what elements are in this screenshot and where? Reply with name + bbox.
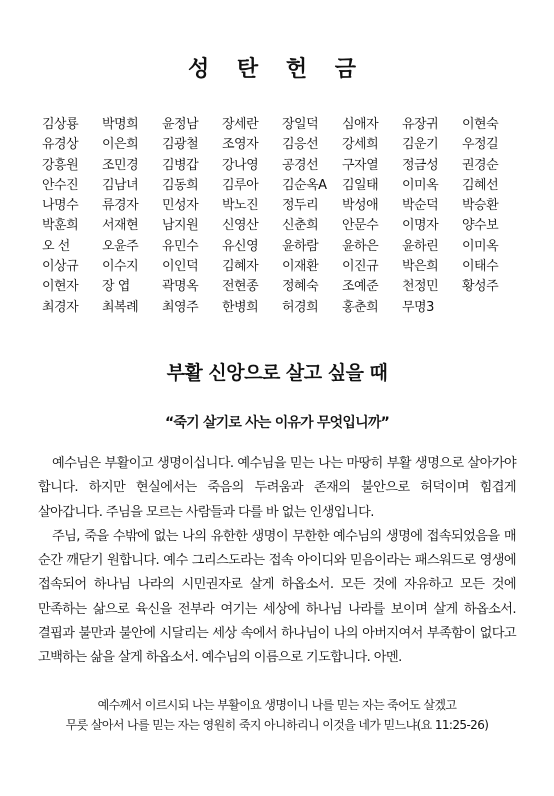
donor-name: 조예준 bbox=[342, 279, 379, 295]
donor-name: 김순옥A bbox=[282, 177, 327, 193]
verse-line: 예수께서 이르시되 나는 부활이요 생명이니 나를 믿는 자는 죽어도 살겠고 bbox=[97, 698, 457, 712]
donor-name: 김일태 bbox=[342, 177, 379, 193]
donor-name: 권경순 bbox=[462, 157, 499, 173]
donor-name: 전현종 bbox=[222, 279, 259, 295]
donor-name: 김동희 bbox=[162, 177, 199, 193]
prayer-text bbox=[38, 452, 516, 671]
bible-verse bbox=[0, 695, 554, 735]
donor-name: 이현자 bbox=[42, 279, 79, 295]
donor-name: 이수지 bbox=[102, 259, 139, 275]
donor-name: 강세희 bbox=[342, 137, 379, 153]
donor-name: 강나영 bbox=[222, 157, 259, 173]
donor-name: 민성자 bbox=[162, 198, 199, 214]
donor-name: 조민경 bbox=[102, 157, 139, 173]
donor-name: 무명3 bbox=[402, 299, 434, 315]
donor-name: 김광철 bbox=[162, 137, 199, 153]
donor-name: 안문수 bbox=[342, 218, 379, 234]
donor-name: 이현숙 bbox=[462, 117, 499, 132]
donor-name: 이진규 bbox=[342, 259, 379, 275]
donor-name: 조영자 bbox=[222, 137, 259, 153]
donor-name: 김혜선 bbox=[462, 177, 499, 193]
donor-name: 유신영 bbox=[222, 238, 259, 254]
donor-name: 박노진 bbox=[222, 198, 259, 214]
donor-name: 윤하은 bbox=[342, 238, 379, 254]
donor-name: 한병희 bbox=[222, 299, 259, 315]
donor-name: 김운기 bbox=[402, 137, 439, 153]
donor-name: 유경상 bbox=[42, 137, 79, 153]
section-subtitle: “죽기 살기로 사는 이유가 무엇입니까” bbox=[165, 415, 389, 431]
donor-name: 강흥원 bbox=[42, 157, 79, 173]
donor-name: 구자열 bbox=[342, 157, 379, 173]
donor-name: 서재현 bbox=[102, 218, 139, 234]
donor-name: 이은희 bbox=[102, 137, 139, 153]
donor-name: 윤하린 bbox=[402, 238, 439, 254]
donor-name: 이미옥 bbox=[462, 238, 499, 254]
donor-name: 장 엽 bbox=[102, 279, 130, 295]
donor-name: 이명자 bbox=[402, 218, 439, 234]
donor-name: 정금성 bbox=[402, 157, 439, 173]
donor-name: 양수보 bbox=[462, 218, 499, 234]
donor-name: 유민수 bbox=[162, 238, 199, 254]
donor-name: 이태수 bbox=[462, 259, 499, 275]
donor-name: 우정길 bbox=[462, 137, 499, 153]
donor-name: 최경자 bbox=[42, 299, 79, 315]
prayer-paragraph: 예수님은 부활이고 생명이십니다. 예수님을 믿는 나는 마땅히 부활 생명으로 살아가야 합니다. 하지만 현실에서는 죽음의 두려움과 존재의 불안으로 허덕이며 힘겹게 살아갑니다. 주님을 모르는 사람들과 다를 바 없는 인생입니다. bbox=[38, 456, 516, 520]
donor-name: 유장귀 bbox=[402, 117, 439, 132]
donor-name: 정혜숙 bbox=[282, 279, 319, 295]
donor-name: 신영산 bbox=[222, 218, 259, 234]
page-title: 성 탄 헌 금 bbox=[188, 57, 366, 82]
donor-name: 허경희 bbox=[282, 299, 319, 315]
donor-name: 심애자 bbox=[342, 117, 379, 132]
donor-name: 이인덕 bbox=[162, 259, 199, 275]
donor-name: 홍춘희 bbox=[342, 299, 379, 315]
donor-name: 이미옥 bbox=[402, 177, 439, 193]
donor-names-grid bbox=[42, 115, 512, 318]
donor-name: 신춘희 bbox=[282, 218, 319, 234]
donor-name: 류경자 bbox=[102, 198, 139, 214]
donor-name: 최영주 bbox=[162, 299, 199, 315]
donor-name: 박훈희 bbox=[42, 218, 79, 234]
verse-line: 무릇 살아서 나를 믿는 자는 영원히 죽지 아니하리니 이것을 네가 믿느냐(요 11:25-26) bbox=[65, 718, 489, 732]
donor-name: 김응선 bbox=[282, 137, 319, 153]
donor-name: 윤정남 bbox=[162, 117, 199, 132]
donor-name: 김병갑 bbox=[162, 157, 199, 173]
donor-name: 공경선 bbox=[282, 157, 319, 173]
donor-name: 안수진 bbox=[42, 177, 79, 193]
donor-name: 박승환 bbox=[462, 198, 499, 214]
donor-name: 박성애 bbox=[342, 198, 379, 214]
donor-name: 곽명옥 bbox=[162, 279, 199, 295]
section-heading: 부활 신앙으로 살고 싶을 때 bbox=[166, 362, 388, 384]
donor-name: 박은희 bbox=[402, 259, 439, 275]
donor-name: 오 선 bbox=[42, 238, 70, 254]
donor-name: 이상규 bbox=[42, 259, 79, 275]
donor-name: 최복례 bbox=[102, 299, 139, 315]
donor-name: 윤하람 bbox=[282, 238, 319, 254]
donor-name: 오윤주 bbox=[102, 238, 139, 254]
donor-name: 김혜자 bbox=[222, 259, 259, 275]
donor-name: 김남녀 bbox=[102, 177, 139, 193]
prayer-paragraph: 주님, 죽을 수밖에 없는 나의 유한한 생명이 무한한 예수님의 생명에 접속되었음을 매 순간 깨닫기 원합니다. 예수 그리스도라는 접속 아이디와 믿음이라는 패스워드로 영생에 접속되어 하나님 나라의 시민권자로 살게 하옵소서. 모든 것에 자유하고 모든 것에 만족하는 삶으로 육신을 전부라 여기는 세상에 하나님 나라를 보이며 살게 하옵소서. 결핍과 불만과 불안에 시달리는 세상 속에서 하나님이 나의 아버지여서 부족함이 없다고 고백하는 삶을 살게 하옵소서. 예수님의 이름으로 기도합니다. 아멘. bbox=[38, 528, 516, 666]
donor-name: 박명희 bbox=[102, 117, 139, 132]
donor-name: 김루아 bbox=[222, 177, 259, 193]
donor-name: 박순덕 bbox=[402, 198, 439, 214]
donor-name: 장세란 bbox=[222, 117, 259, 132]
donor-name: 황성주 bbox=[462, 279, 499, 295]
donor-name: 나명수 bbox=[42, 198, 79, 214]
donor-name: 천정민 bbox=[402, 279, 439, 295]
donor-name: 장일덕 bbox=[282, 117, 319, 132]
donor-name: 김상룡 bbox=[42, 117, 79, 132]
donor-name: 이재환 bbox=[282, 259, 319, 275]
donor-name: 남지원 bbox=[162, 218, 199, 234]
donor-name: 정두리 bbox=[282, 198, 319, 214]
